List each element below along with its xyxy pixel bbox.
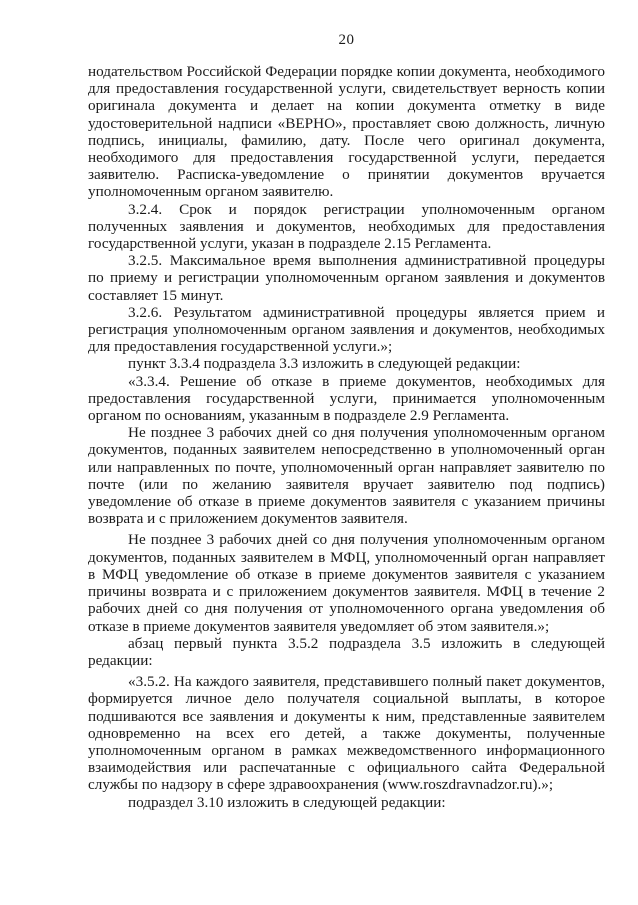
paragraph-3-2-5: 3.2.5. Максимальное время выполнения административной процедуры по приему и регистрации уполномоченным органом заявления и документов составляет 15 минут. [88, 252, 605, 304]
paragraph-3-3-4: «3.3.4. Решение об отказе в приеме документов, необходимых для предоставления государственной услуги, принимается уполномоченным органом по основаниям, указанным в подразделе 2.9 Регламента. [88, 372, 605, 425]
paragraph-3-5-2: «3.5.2. На каждого заявителя, представившего полный пакет документов, формируется личное дело получателя социальной выплаты, в которое подшиваются все заявления и документы к ним, представленные заявителем одновременно на всех его детей, а также документы, полученные уполномоченным органом в рамках межведомственного информационного взаимодействия или распечатанные с официального сайта Федеральной службы по надзору в сфере здравоохранения (www.roszdravnadzor.ru).»; [88, 673, 605, 794]
paragraph-amend-3-10: подраздел 3.10 изложить в следующей редакции: [128, 793, 446, 811]
paragraph-3-2-6: 3.2.6. Результатом административной процедуры является прием и регистрация уполномоченным органом заявления и документов, необходимых для предоставления государственной услуги.»; [88, 303, 605, 356]
document-body [88, 63, 605, 811]
paragraph-3-2-4: 3.2.4. Срок и порядок регистрации уполномоченным органом полученных заявления и документов, необходимых для предоставления государственной услуги, указан в подразделе 2.15 Регламента. [88, 200, 605, 253]
paragraph-refusal-direct: Не позднее 3 рабочих дней со дня получения уполномоченным органом документов, поданных заявителем непосредственно в уполномоченный орган или направленных по почте, уполномоченный орган направляет заявителю по почте (или по желанию заявителя вручает заявителю под подпись) уведомление об отказе в приеме документов заявителя с указанием причины возврата и с приложением документов заявителя. [88, 424, 605, 528]
paragraph-refusal-mfc: Не позднее 3 рабочих дней со дня получения уполномоченным органом документов, поданных заявителем в МФЦ, уполномоченный орган направляет в МФЦ уведомление об отказе в приеме документов заявителя с указанием причины возврата и с приложением документов заявителя. МФЦ в течение 2 рабочих дней со дня получения от уполномоченного органа уведомления об отказе в приеме документов заявителя уведомляет об этом заявителя.»; [88, 531, 605, 635]
page-number: 20 [338, 32, 355, 48]
paragraph-amend-3-5-2: абзац первый пункта 3.5.2 подраздела 3.5 изложить в следующей редакции: [88, 634, 605, 669]
paragraph-continuation: нодательством Российской Федерации порядке копии документа, необходимого для предоставления государственной услуги, свидетельствует верность копии оригинала документа и делает на копии документа отметку в виде удостоверительной надписи «ВЕРНО», проставляет свою должность, личную подпись, инициалы, фамилию, дату. После чего оригинал документа, необходимого для предоставления государственной услуги, передается заявителю. Расписка-уведомление о принятии документов вручается уполномоченным органом заявителю. [88, 63, 605, 201]
paragraph-amend-3-3-4: пункт 3.3.4 подраздела 3.3 изложить в следующей редакции: [128, 355, 521, 373]
